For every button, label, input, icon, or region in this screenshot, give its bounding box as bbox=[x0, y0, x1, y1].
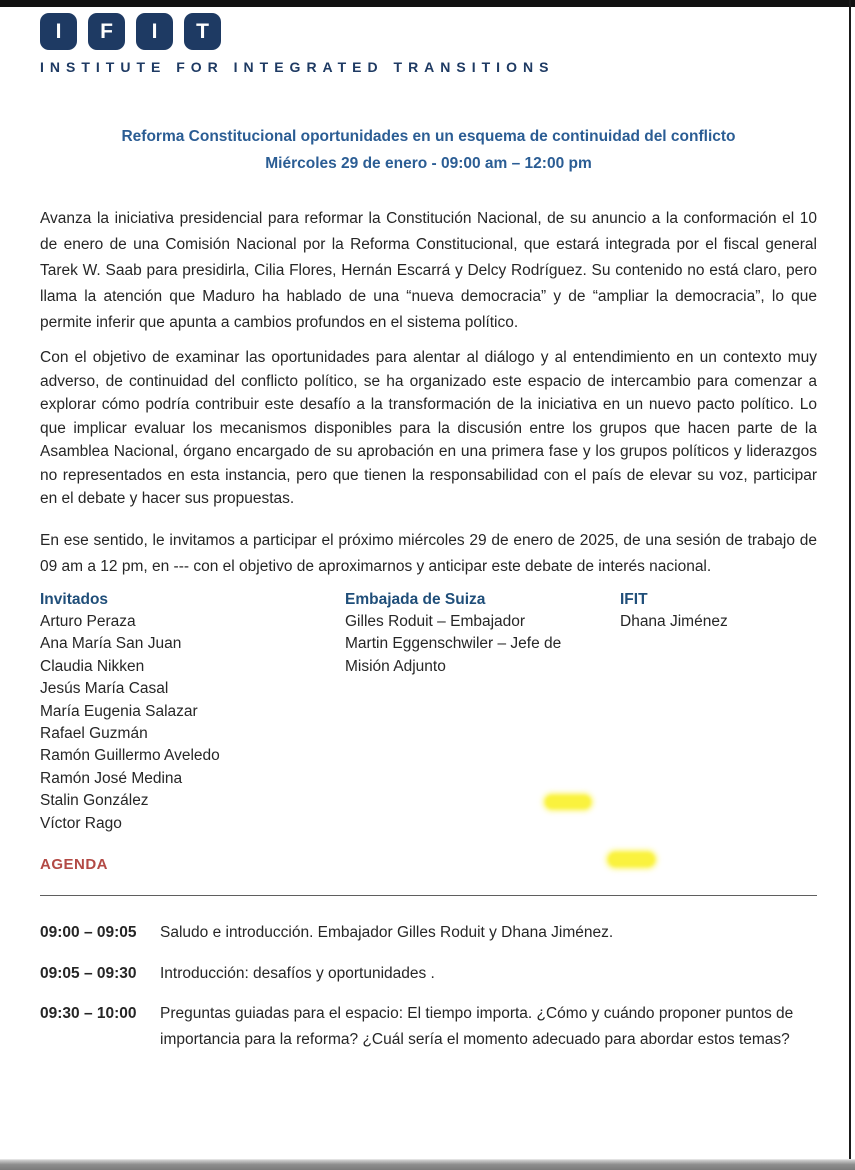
participant-name: Jesús María Casal bbox=[40, 680, 169, 698]
participant-name: Martin Eggenschwiler – Jefe de Misión Adjunto bbox=[345, 635, 562, 675]
participant-name: Ana María San Juan bbox=[40, 635, 182, 653]
yellow-highlight-mark bbox=[608, 852, 655, 867]
participant-name: Rafael Guzmán bbox=[40, 724, 148, 742]
agenda-description: Saludo e introducción. Embajador Gilles Roduit y Dhana Jiménez. bbox=[160, 923, 614, 941]
document-title-line1: Reforma Constitucional oportunidades en un esquema de continuidad del conflicto bbox=[121, 128, 736, 145]
participant-name: Ramón José Medina bbox=[40, 769, 183, 787]
paragraph-invitation: En ese sentido, le invitamos a participar el próximo miércoles 29 de enero de 2025, de una sesión de trabajo de 09 am a 12 pm, en --- con el objetivo de aproximarnos y anticipar este debate de interés nacional. bbox=[40, 531, 817, 575]
paragraph-objective: Con el objetivo de examinar las oportunidades para alentar al diálogo y al entendimiento en un contexto muy adverso, de continuidad del conflicto político, se ha organizado este espacio de intercambio para comenzar a explorar cómo podría contribuir este desafío a la transformación de la iniciativa en un nuevo pacto político. Lo que implicar evaluar los mecanismos disponibles para la discusión entre los grupos que hacen parte de la Asamblea Nacional, órgano encargado de su aprobación en una primera fase y los grupos políticos y liderazgos no representados en esta instancia, pero que tienen la responsabilidad con el país de elevar su voz, participar en el debate y hacer sus propuestas. bbox=[40, 349, 817, 507]
participant-name: Gilles Roduit – Embajador bbox=[345, 612, 526, 630]
scan-top-edge bbox=[0, 0, 855, 7]
ifit-logo-letter-icon: T bbox=[184, 13, 221, 50]
column-header: IFIT bbox=[620, 590, 648, 608]
document-title bbox=[40, 123, 817, 177]
document-title-line2: Miércoles 29 de enero - 09:00 am – 12:00 pm bbox=[265, 155, 592, 172]
participant-name: María Eugenia Salazar bbox=[40, 702, 198, 720]
scan-right-edge bbox=[849, 0, 851, 1170]
agenda-item bbox=[40, 961, 817, 987]
participant-name: Arturo Peraza bbox=[40, 612, 136, 630]
agenda-item bbox=[40, 920, 817, 946]
participant-name: Ramón Guillermo Aveledo bbox=[40, 747, 220, 765]
column-items bbox=[620, 611, 817, 633]
ifit-logo-letter-icon: F bbox=[88, 13, 125, 50]
agenda-item bbox=[40, 1001, 817, 1053]
participant-name: Stalin González bbox=[40, 792, 149, 810]
scan-bottom-edge bbox=[0, 1159, 855, 1170]
column-items bbox=[345, 611, 595, 678]
ifit-logo-letter-icon: I bbox=[40, 13, 77, 50]
participant-name: Dhana Jiménez bbox=[620, 612, 728, 630]
agenda-time: 09:30 – 10:00 bbox=[40, 1004, 137, 1022]
agenda-time: 09:00 – 09:05 bbox=[40, 923, 137, 941]
org-name: INSTITUTE FOR INTEGRATED TRANSITIONS bbox=[40, 59, 555, 75]
agenda-heading: AGENDA bbox=[40, 855, 109, 873]
column-ifit bbox=[620, 589, 817, 835]
agenda-divider bbox=[40, 895, 817, 896]
agenda-time: 09:05 – 09:30 bbox=[40, 964, 137, 982]
paragraph-announcement: Avanza la iniciativa presidencial para reformar la Constitución Nacional, de su anuncio a la conformación el 10 de enero de una Comisión Nacional por la Reforma Constitucional, que estará integrada por el fiscal general Tarek W. Saab para presidirla, Cilia Flores, Hernán Escarrá y Delcy Rodríguez. Su contenido no está claro, pero llama la atención que Maduro ha hablado de una “nueva democracia” y de “ampliar la democracia”, lo que permite inferir que apunta a cambios profundos en el sistema político. bbox=[40, 210, 817, 331]
ifit-logo-letter-icon: I bbox=[136, 13, 173, 50]
agenda-description: Introducción: desafíos y oportunidades . bbox=[160, 964, 435, 982]
participant-name: Víctor Rago bbox=[40, 814, 122, 832]
ifit-logo bbox=[40, 13, 817, 50]
column-header: Invitados bbox=[40, 590, 109, 608]
participants-section bbox=[40, 589, 817, 835]
yellow-highlight-mark bbox=[545, 795, 591, 809]
column-invitados bbox=[40, 589, 345, 835]
column-header: Embajada de Suiza bbox=[345, 590, 486, 608]
agenda-description: Preguntas guiadas para el espacio: El tiempo importa. ¿Cómo y cuándo proponer puntos de importancia para la reforma? ¿Cuál sería el momento adecuado para abordar estos temas? bbox=[160, 1004, 794, 1048]
column-items bbox=[40, 611, 345, 835]
participant-name: Claudia Nikken bbox=[40, 657, 145, 675]
